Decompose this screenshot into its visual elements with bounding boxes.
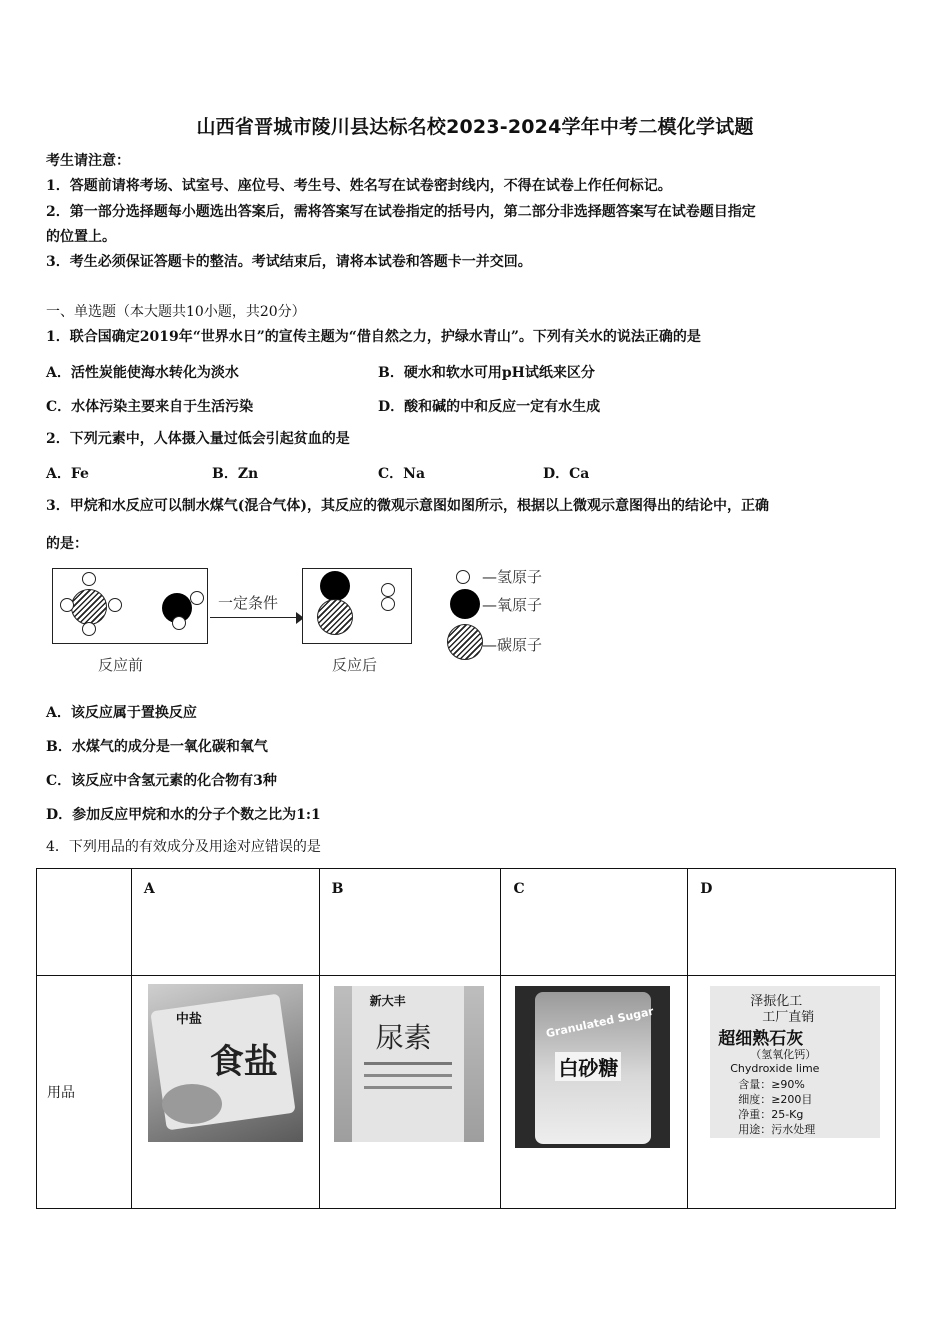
- legend-hydrogen-icon: [456, 570, 470, 584]
- after-label: 反应后: [332, 656, 378, 674]
- lime-line-4: （氢氧化钙）: [750, 1048, 817, 1061]
- reaction-condition: 一定条件: [218, 594, 279, 612]
- q4-stem: 4．下列用品的有效成分及用途对应错误的是: [46, 839, 321, 855]
- col-header-a: A: [131, 869, 319, 976]
- table-header-row: [37, 869, 896, 976]
- carbon-atom: [71, 589, 107, 625]
- hydrogen-atom: [82, 572, 96, 586]
- legend-oxygen: —氧原子: [482, 596, 543, 614]
- salt-brand: 中盐: [175, 1012, 202, 1027]
- section-heading: 一、单选题（本大题共10小题，共20分）: [46, 304, 306, 320]
- q2-option-b: B．Zn: [212, 466, 259, 482]
- notice-item-1: 1．答题前请将考场、试室号、座位号、考生号、姓名写在试卷密封线内，不得在试卷上作任何标记。: [46, 178, 672, 194]
- q3-option-b: B．水煤气的成分是一氧化碳和氧气: [46, 739, 268, 755]
- q1-option-d: D．酸和碱的中和反应一定有水生成: [378, 399, 601, 415]
- q3-stem-line2: 的是：: [46, 536, 88, 552]
- q3-option-c: C．该反应中含氢元素的化合物有3种: [46, 773, 277, 789]
- sugar-text: 白砂糖: [555, 1052, 621, 1081]
- q2-option-a: A．Fe: [46, 466, 89, 482]
- col-header-b: B: [319, 869, 501, 976]
- notice-item-2-cont: 的位置上。: [46, 229, 116, 245]
- table-row: [37, 976, 896, 1209]
- row-label: 用品: [47, 1085, 75, 1101]
- q1-option-b: B．硬水和软水可用pH试纸来区分: [378, 365, 595, 381]
- hydrogen-atom: [381, 583, 395, 597]
- q1-stem: 1．联合国确定2019年“世界水日”的宣传主题为“借自然之力，护绿水青山”。下列有关水的说法正确的是: [46, 329, 701, 345]
- urea-bag-image: [334, 986, 484, 1142]
- carbon-atom: [317, 599, 353, 635]
- hydrogen-atom: [172, 616, 186, 630]
- after-box: [302, 568, 412, 644]
- reaction-diagram: [50, 560, 610, 685]
- lime-line-8: 净重：25-Kg: [738, 1108, 804, 1121]
- hydrogen-atom: [381, 597, 395, 611]
- legend-carbon: —碳原子: [482, 636, 543, 654]
- q2-option-c: C．Na: [378, 466, 426, 482]
- lime-line-2: 工厂直销: [762, 1010, 815, 1025]
- oxygen-atom: [320, 571, 350, 601]
- lime-line-9: 用途：污水处理: [738, 1123, 816, 1136]
- legend-carbon-icon: [447, 624, 483, 660]
- page-title: 山西省晋城市陵川县达标名校2023-2024学年中考二模化学试题: [196, 116, 754, 138]
- before-box: [52, 568, 208, 644]
- table-corner-cell: [37, 869, 132, 976]
- salt-text: 食盐: [209, 1042, 278, 1082]
- lime-line-5: Chydroxide lime: [730, 1062, 820, 1075]
- q3-option-a: A．该反应属于置换反应: [46, 705, 197, 721]
- cell-d: [688, 976, 896, 1209]
- q1-option-a: A．活性炭能使海水转化为淡水: [46, 365, 239, 381]
- product-table: [36, 868, 896, 1209]
- legend-oxygen-icon: [450, 589, 480, 619]
- notice-heading: 考生请注意：: [46, 153, 130, 169]
- notice-item-2: 2．第一部分选择题每小题选出答案后，需将答案写在试卷指定的括号内，第二部分非选择题答案写在试卷题目指定: [46, 204, 756, 220]
- q1-option-c: C．水体污染主要来自于生活污染: [46, 399, 254, 415]
- q3-stem-line1: 3．甲烷和水反应可以制水煤气(混合气体)，其反应的微观示意图如图所示，根据以上微观示意图得出的结论中，正确: [46, 498, 769, 514]
- cell-b: [319, 976, 501, 1209]
- col-header-c: C: [501, 869, 688, 976]
- cell-c: [501, 976, 688, 1209]
- lime-line-6: 含量：≥90%: [738, 1078, 805, 1091]
- cell-a: [131, 976, 319, 1209]
- lime-bag-image: [710, 986, 880, 1138]
- hydrogen-atom: [82, 622, 96, 636]
- q3-option-d: D．参加反应甲烷和水的分子个数之比为1:1: [46, 807, 321, 823]
- q2-stem: 2．下列元素中，人体摄入量过低会引起贫血的是: [46, 431, 350, 447]
- urea-text: 尿素: [375, 1021, 432, 1054]
- col-header-d: D: [688, 869, 896, 976]
- lime-line-3: 超细熟石灰: [718, 1029, 804, 1049]
- lime-line-1: 泽振化工: [750, 994, 803, 1009]
- before-label: 反应前: [98, 656, 144, 674]
- legend-hydrogen: —氢原子: [482, 568, 543, 586]
- q2-option-d: D．Ca: [543, 466, 590, 482]
- reaction-arrow: [210, 617, 298, 618]
- hydrogen-atom: [108, 598, 122, 612]
- hydrogen-atom: [190, 591, 204, 605]
- notice-item-3: 3．考生必须保证答题卡的整洁。考试结束后，请将本试卷和答题卡一并交回。: [46, 254, 532, 270]
- sugar-brand: Granulated Sugar: [545, 1004, 656, 1041]
- lime-line-7: 细度：≥200目: [738, 1093, 813, 1106]
- urea-brand: 新大丰: [369, 994, 406, 1008]
- hydrogen-atom: [60, 598, 74, 612]
- sugar-bag-image: [515, 986, 670, 1148]
- salt-package-image: [148, 984, 303, 1142]
- row-label-cell: [37, 976, 132, 1209]
